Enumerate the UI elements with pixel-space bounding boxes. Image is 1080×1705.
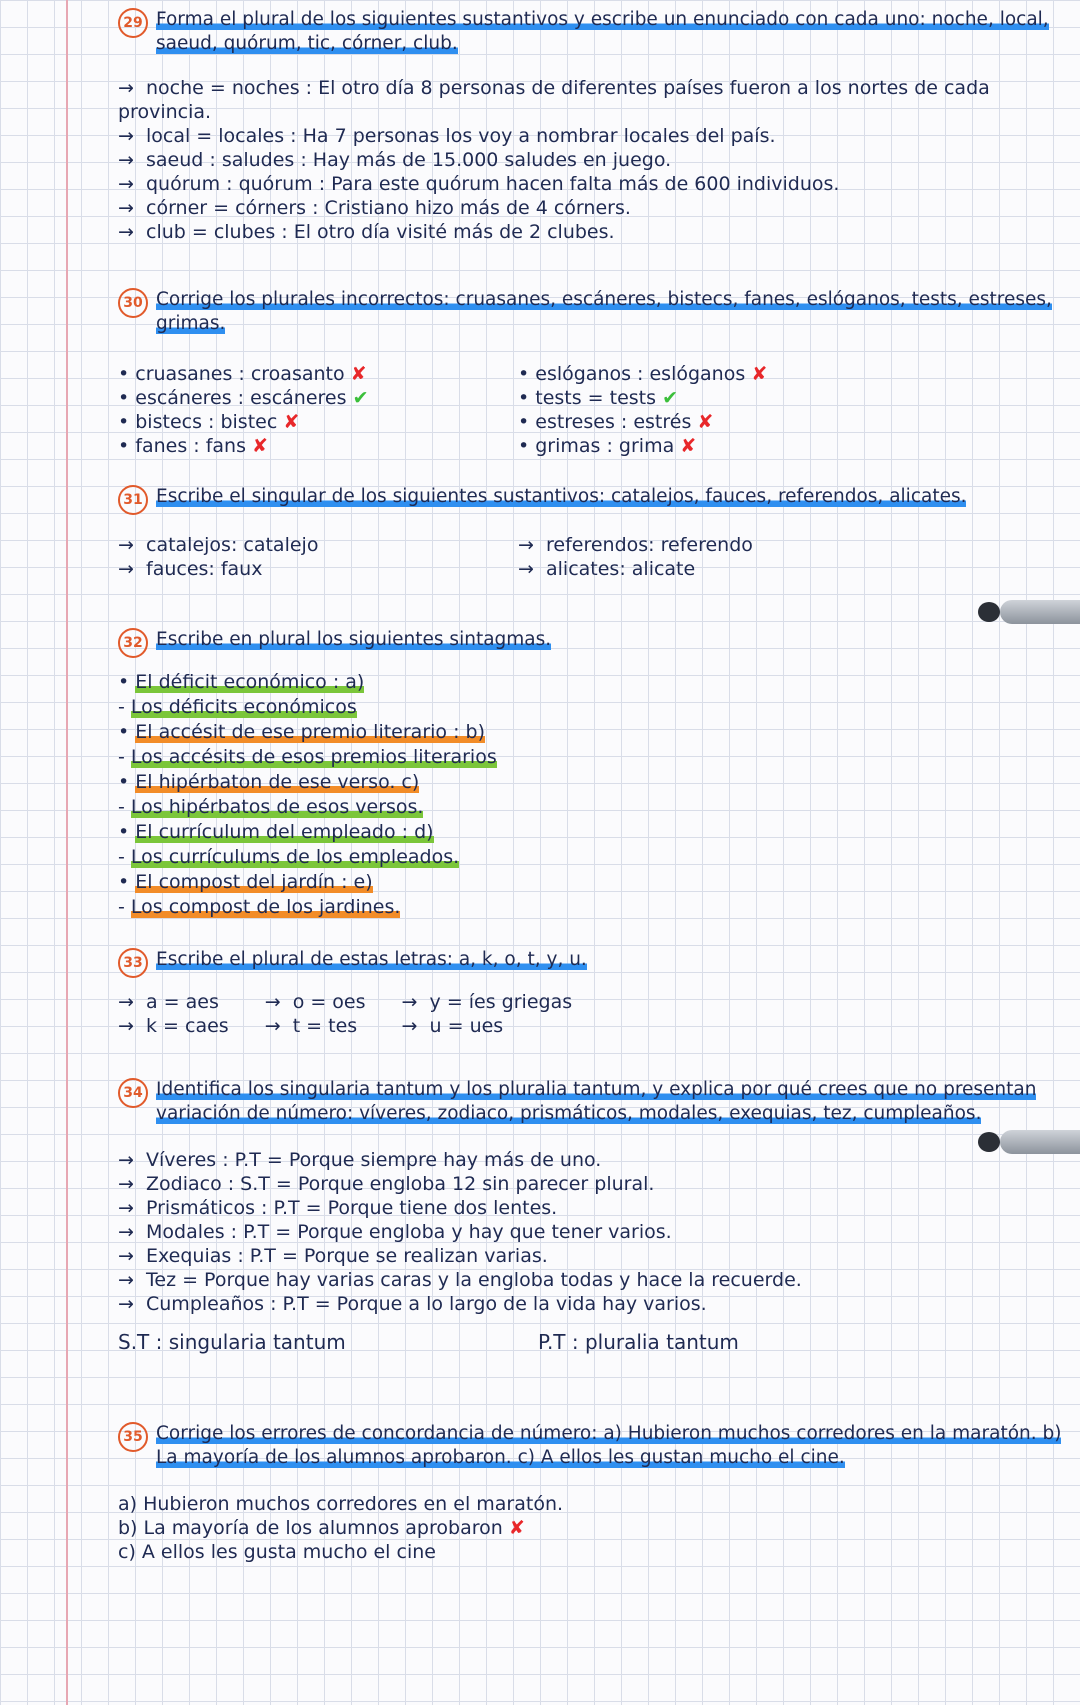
answer-list (118, 1492, 1068, 1564)
answer-line: → o = oes (264, 991, 366, 1013)
answer-line: → local = locales : Ha 7 personas los voy a nombrar locales del país. (118, 125, 776, 147)
exercise-number: 32 (118, 628, 148, 658)
answer-line: • El compost del jardín : e) (118, 871, 373, 893)
answer-line: → Tez = Porque hay varias caras y la engloba todas y hace la recuerde. (118, 1269, 802, 1291)
answer-line: - Los accésits de esos premios literarios (118, 746, 497, 768)
wrong-mark: ✘ (508, 1517, 525, 1539)
exercise-30 (118, 288, 1068, 458)
wrong-mark: ✘ (680, 435, 697, 457)
exercise-31 (118, 485, 1068, 581)
answer-line: → u = ues (401, 1015, 504, 1037)
answer-line: c) A ellos les gusta mucho el cine (118, 1541, 436, 1563)
exercise-prompt: Identifica los singularia tantum y los pluralia tantum, y explica por qué crees que no presentan variación de número: víveres, zodiaco, prismáticos, modales, exequias, tez, cumpleaños. (156, 1079, 1037, 1124)
answer-line: → Prismáticos : P.T = Porque tiene dos lentes. (118, 1197, 558, 1219)
answer-line: → k = caes (118, 1015, 229, 1037)
wrong-mark: ✘ (350, 363, 367, 385)
answer-column-left (118, 362, 498, 458)
exercise-number: 30 (118, 288, 148, 318)
answer-columns (118, 362, 1068, 458)
answer-line: → saeud : saludes : Hay más de 15.000 saludes en juego. (118, 149, 672, 171)
legend-st: S.T : singularia tantum (118, 1330, 346, 1354)
correct-mark: ✔ (662, 387, 678, 409)
exercise-number: 31 (118, 485, 148, 515)
exercise-prompt: Escribe en plural los siguientes sintagmas. (156, 629, 552, 650)
answer-column (118, 990, 229, 1038)
wrong-mark: ✘ (283, 411, 300, 433)
answer-column-right (518, 362, 898, 458)
answer-column (402, 990, 573, 1038)
answer-line: a) Hubieron muchos corredores en el maratón. (118, 1493, 564, 1515)
answer-line: • tests = tests ✔ (518, 387, 678, 409)
exercise-prompt: Escribe el singular de los siguientes sustantivos: catalejos, fauces, referendos, alicates. (156, 486, 967, 507)
answer-line: • El déficit económico : a) (118, 671, 365, 693)
answer-column (265, 990, 366, 1038)
exercise-prompt: Forma el plural de los siguientes sustantivos y escribe un enunciado con cada uno: noche, local, saeud, quórum, tic, córner, club. (156, 9, 1049, 54)
answer-list (118, 1148, 1068, 1316)
wrong-mark: ✘ (751, 363, 768, 385)
answer-line: - Los déficits económicos (118, 696, 357, 718)
exercise-number: 34 (118, 1078, 148, 1108)
answer-line: → Exequias : P.T = Porque se realizan varias. (118, 1245, 548, 1267)
answer-line: → Víveres : P.T = Porque siempre hay más de uno. (118, 1149, 602, 1171)
answer-column-right (518, 533, 898, 581)
exercise-33 (118, 948, 1068, 1038)
answer-line: • El hipérbaton de ese verso. c) (118, 771, 420, 793)
answer-line: → Modales : P.T = Porque engloba y hay que tener varios. (118, 1221, 672, 1243)
answer-column-left (118, 533, 498, 581)
answer-line: • El accésit de ese premio literario : b) (118, 721, 485, 743)
exercise-heading (118, 288, 1068, 336)
exercise-prompt: Escribe el plural de estas letras: a, k, o, t, y, u. (156, 949, 587, 970)
exercise-number: 35 (118, 1422, 148, 1452)
answer-columns (118, 990, 1068, 1038)
answer-line: → club = clubes : El otro día visité más de 2 clubes. (118, 221, 615, 243)
answer-line: → córner = córners : Cristiano hizo más de 4 córners. (118, 197, 631, 219)
answer-list (118, 76, 1068, 244)
wrong-mark: ✘ (252, 435, 268, 457)
answer-line: - Los compost de los jardines. (118, 896, 401, 918)
answer-line: → noche = noches : El otro día 8 personas de diferentes países fueron a los nortes de cada provincia. (118, 77, 990, 123)
exercise-number: 29 (118, 8, 148, 38)
legend-pt: P.T : pluralia tantum (538, 1330, 739, 1354)
answer-line: → Zodiaco : S.T = Porque engloba 12 sin parecer plural. (118, 1173, 655, 1195)
answer-line: → alicates: alicate (518, 558, 696, 580)
answer-line: → quórum : quórum : Para este quórum hacen falta más de 600 individuos. (118, 173, 840, 195)
answer-line: → t = tes (264, 1015, 358, 1037)
answer-line: • fanes : fans ✘ (118, 435, 268, 457)
answer-line: → y = íes griegas (401, 991, 573, 1013)
exercise-prompt: Corrige los plurales incorrectos: cruasanes, escáneres, bistecs, fanes, eslóganos, tests, estreses, grimas. (156, 289, 1052, 334)
answer-list (118, 670, 1068, 920)
exercise-heading (118, 8, 1068, 56)
answer-line: → a = aes (118, 991, 219, 1013)
answer-line: - Los hipérbatos de esos versos. (118, 796, 424, 818)
exercise-prompt: Corrige los errores de concordancia de número: a) Hubieron muchos corredores en la maratón. b) La mayoría de los alumnos aprobaron. c) A ellos les gustan mucho el cine. (156, 1423, 1062, 1468)
exercise-29 (118, 8, 1068, 244)
answer-line: • eslóganos : eslóganos ✘ (518, 363, 768, 385)
exercise-heading (118, 1078, 1068, 1126)
answer-line: • estreses : estrés ✘ (518, 411, 714, 433)
answer-line: • grimas : grima ✘ (518, 435, 697, 457)
wrong-mark: ✘ (697, 411, 714, 433)
exercise-heading (118, 948, 1068, 972)
exercise-34 (118, 1078, 1068, 1354)
correct-mark: ✔ (352, 387, 369, 409)
answer-line: → catalejos: catalejo (118, 534, 319, 556)
exercise-heading (118, 1422, 1068, 1470)
answer-line: → fauces: faux (118, 558, 263, 580)
answer-line: • El currículum del empleado : d) (118, 821, 434, 843)
exercise-number: 33 (118, 948, 148, 978)
answer-columns (118, 533, 1068, 581)
answer-line: • escáneres : escáneres ✔ (118, 387, 369, 409)
answer-line: b) La mayoría de los alumnos aprobaron ✘ (118, 1517, 525, 1539)
exercise-heading (118, 485, 1068, 509)
answer-line: • bistecs : bistec ✘ (118, 411, 300, 433)
exercise-35 (118, 1422, 1068, 1564)
exercise-heading (118, 628, 1068, 652)
legend (118, 1330, 1068, 1354)
answer-line: → Cumpleaños : P.T = Porque a lo largo de la vida hay varios. (118, 1293, 707, 1315)
answer-line: • cruasanes : croasanto ✘ (118, 363, 367, 385)
exercise-32 (118, 628, 1068, 920)
answer-line: → referendos: referendo (518, 534, 753, 556)
answer-line: - Los currículums de los empleados. (118, 846, 460, 868)
